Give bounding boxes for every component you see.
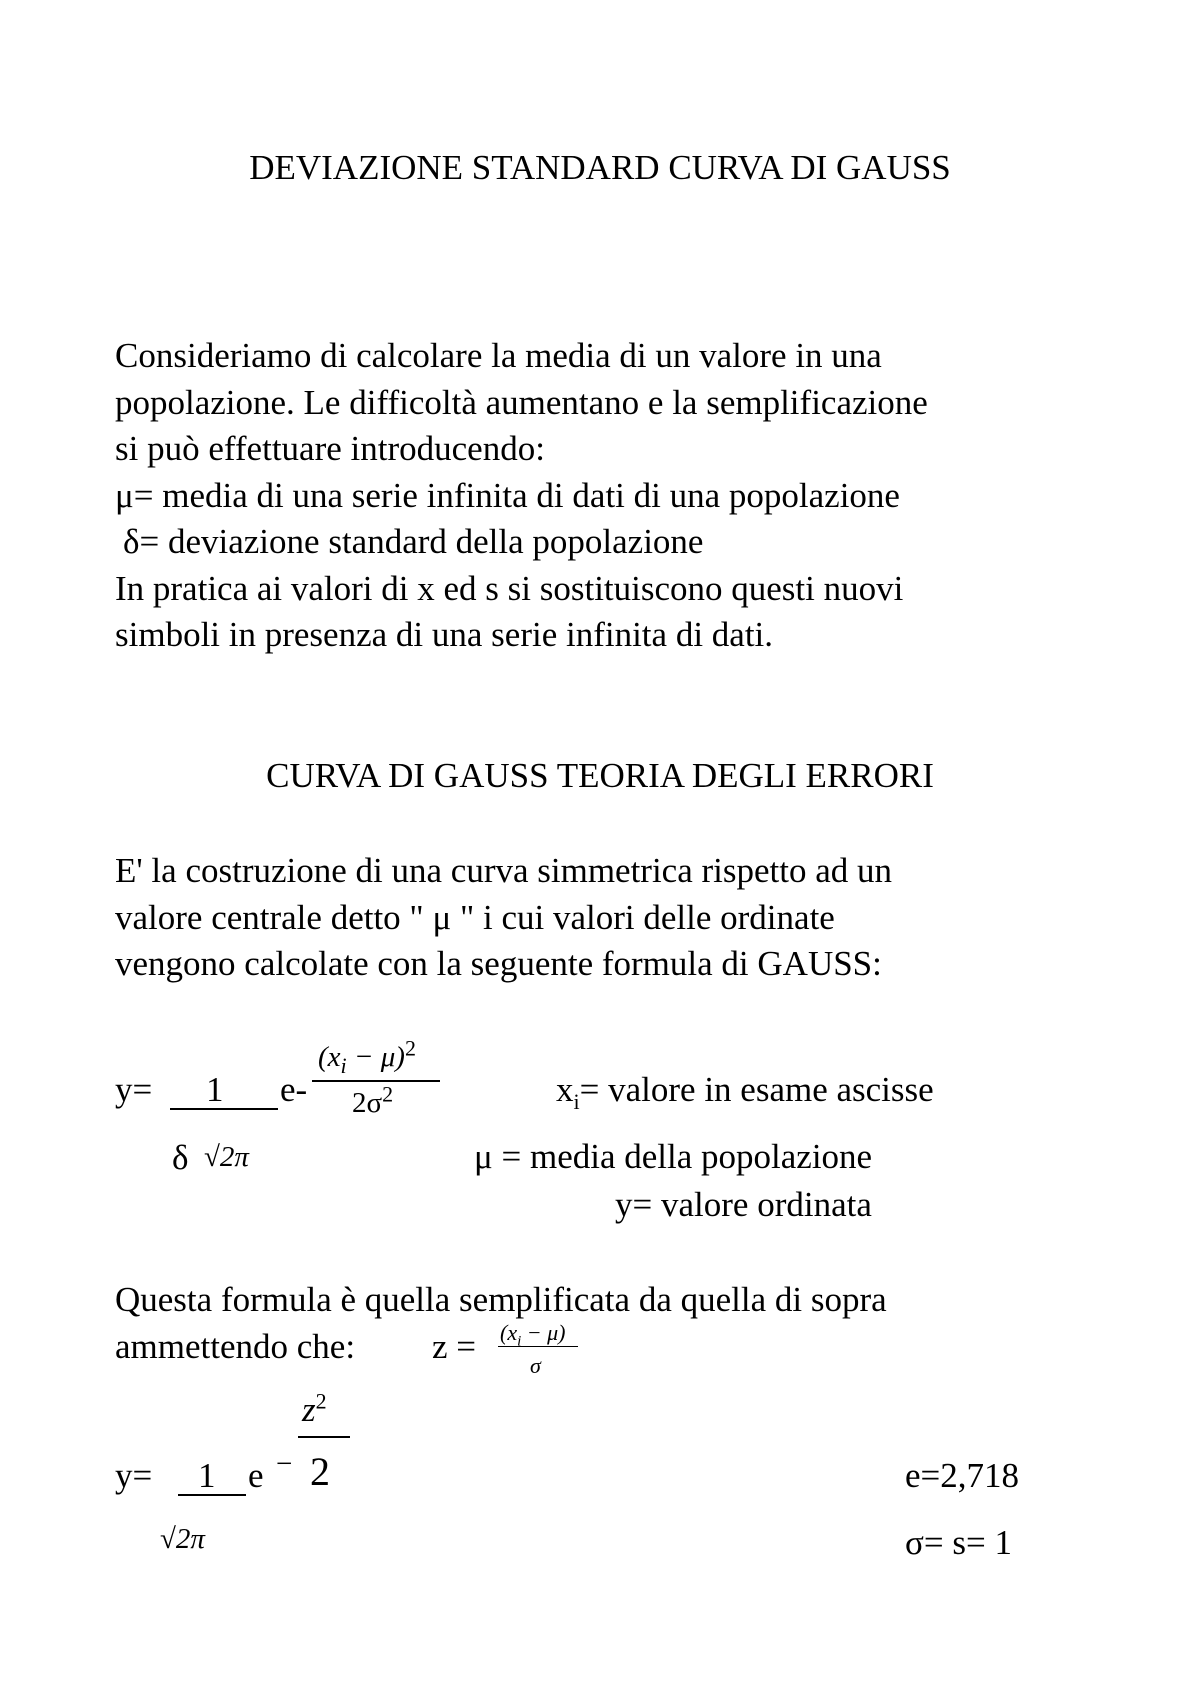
formula2-minus: −	[276, 1448, 293, 1480]
intro-line: si può effettuare introducendo:	[115, 429, 545, 468]
section3-line: ammettendo che:	[115, 1327, 356, 1366]
exponent2-fraction-line	[298, 1436, 350, 1438]
e-value: e=2,718	[905, 1456, 1020, 1495]
formula2-numerator: 1	[198, 1456, 216, 1495]
formula2-y-label: y=	[115, 1456, 153, 1495]
exponent-denominator: $2\sigma^2$	[352, 1081, 394, 1119]
sigma-value: σ= s= 1	[905, 1523, 1012, 1562]
z-numerator: $(x_i - \mu)$	[500, 1320, 566, 1350]
denominator2-sqrt: √2π	[160, 1523, 205, 1555]
exponent-fraction-line	[312, 1080, 440, 1082]
intro-line: simboli in presenza di una serie infinita di dati.	[115, 615, 774, 654]
section2-line: valore centrale detto " μ " i cui valori delle ordinate	[115, 898, 835, 937]
fraction-bar2	[178, 1494, 246, 1496]
intro-line: Consideriamo di calcolare la media di un valore in una	[115, 336, 882, 375]
intro-line: popolazione. Le difficoltà aumentano e la semplificazione	[115, 383, 928, 422]
section2-line: vengono calcolate con la seguente formula di GAUSS:	[115, 944, 882, 983]
legend-y: y= valore ordinata	[615, 1185, 872, 1224]
fraction-bar	[170, 1108, 278, 1110]
exponent-numerator: $(x_i - \mu)^2$	[318, 1035, 416, 1078]
denominator-delta: δ	[172, 1138, 189, 1177]
legend-xi: $x_i=$ valore in esame ascisse	[556, 1070, 934, 1114]
exponent2-denominator: 2	[310, 1449, 330, 1494]
formula-y-label: y=	[115, 1070, 153, 1109]
exponent2-numerator: $z^2$	[302, 1388, 327, 1429]
formula-numerator: 1	[206, 1070, 224, 1109]
z-fraction-line	[498, 1346, 578, 1347]
section-title: CURVA DI GAUSS TEORIA DEGLI ERRORI	[266, 756, 934, 795]
intro-line: μ= media di una serie infinita di dati di una popolazione	[115, 476, 900, 515]
z-denominator: σ	[530, 1353, 541, 1378]
formula-e-minus: e-	[280, 1070, 308, 1109]
intro-line: In pratica ai valori di x ed s si sostituiscono questi nuovi	[115, 569, 904, 608]
intro-line: δ= deviazione standard della popolazione	[123, 522, 704, 561]
section3-line: Questa formula è quella semplificata da quella di sopra	[115, 1280, 887, 1319]
denominator-sqrt: √2π	[204, 1141, 249, 1173]
formula2-e: e	[248, 1456, 264, 1495]
section2-line: E' la costruzione di una curva simmetrica rispetto ad un	[115, 851, 893, 890]
page-title: DEVIAZIONE STANDARD CURVA DI GAUSS	[249, 148, 951, 187]
legend-mu: μ = media della popolazione	[474, 1137, 873, 1176]
z-equation-label: z =	[432, 1327, 477, 1366]
